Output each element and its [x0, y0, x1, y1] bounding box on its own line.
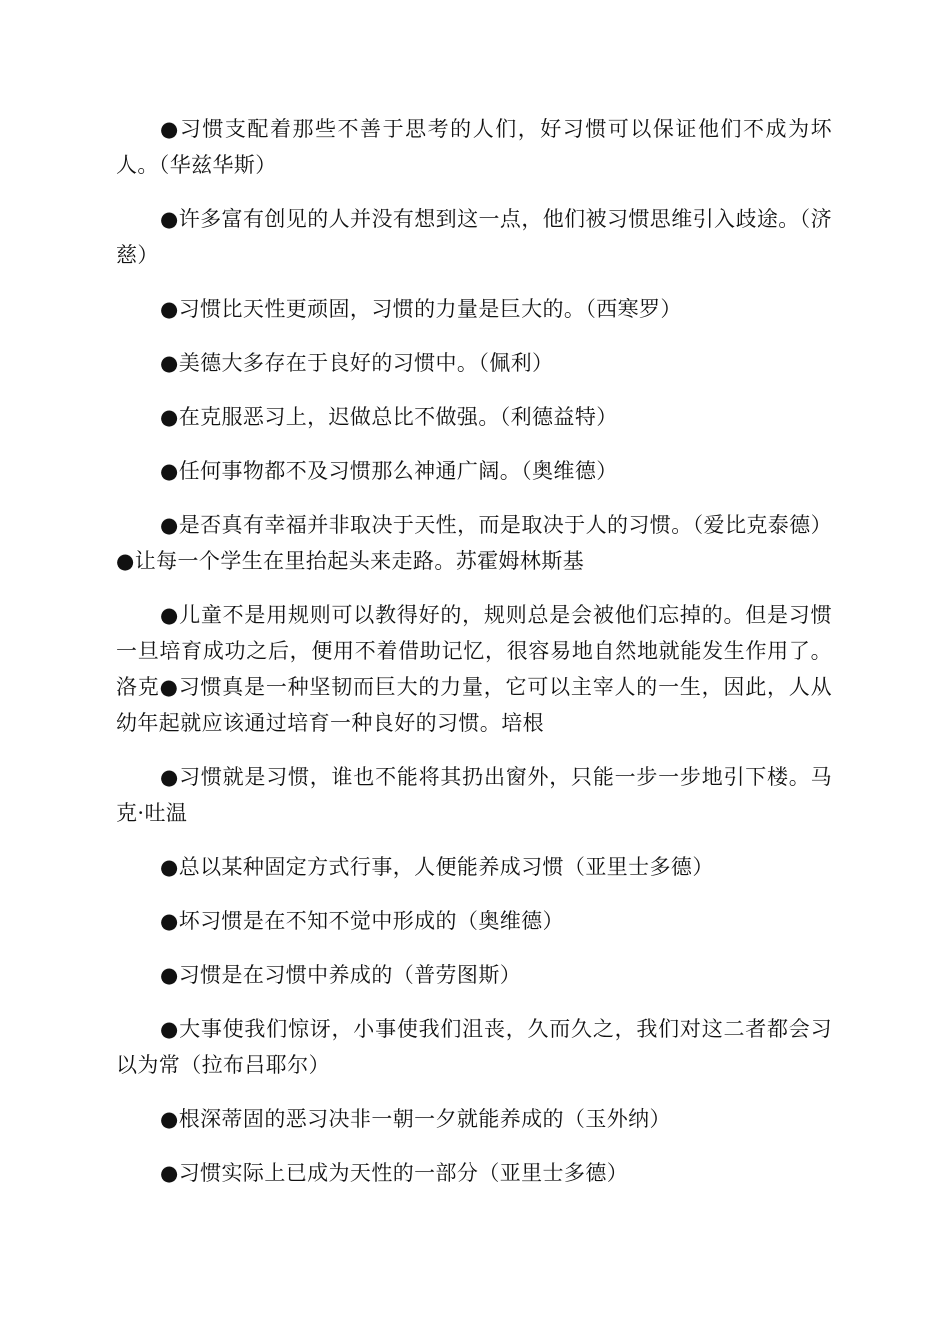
quote-paragraph: ●大事使我们惊讶，小事使我们沮丧，久而久之，我们对这二者都会习以为常（拉布吕耶尔）	[116, 1017, 832, 1077]
quote-paragraph: ●习惯就是习惯，谁也不能将其扔出窗外，只能一步一步地引下楼。马克·吐温	[116, 765, 832, 825]
quote-paragraph: ●习惯比天性更顽固，习惯的力量是巨大的。（西寒罗）	[160, 297, 682, 321]
quote-paragraph: ●总以某种固定方式行事，人便能养成习惯（亚里士多德）	[160, 855, 714, 879]
quote-paragraph: ●是否真有幸福并非取决于天性，而是取决于人的习惯。（爱比克泰德）●让每一个学生在里抬起头来走路。苏霍姆林斯基	[116, 513, 832, 573]
quote-paragraph: ●美德大多存在于良好的习惯中。（佩利）	[160, 351, 554, 375]
document-page	[116, 111, 832, 1209]
quote-paragraph: ●任何事物都不及习惯那么神通广阔。（奥维德）	[160, 459, 618, 483]
quote-paragraph: ●儿童不是用规则可以教得好的，规则总是会被他们忘掉的。但是习惯一旦培育成功之后，便用不着借助记忆，很容易地自然地就能发生作用了。洛克●习惯真是一种坚韧而巨大的力量，它可以主宰人的一生，因此，人从幼年起就应该通过培育一种良好的习惯。培根	[116, 603, 832, 735]
quote-paragraph: ●习惯支配着那些不善于思考的人们，好习惯可以保证他们不成为坏人。（华兹华斯）	[116, 117, 832, 177]
quote-paragraph: ●许多富有创见的人并没有想到这一点，他们被习惯思维引入歧途。（济慈）	[116, 207, 832, 267]
quote-paragraph: ●习惯是在习惯中养成的（普劳图斯）	[160, 963, 522, 987]
quote-paragraph: ●习惯实际上已成为天性的一部分（亚里士多德）	[160, 1161, 629, 1185]
quote-paragraph: ●在克服恶习上，迟做总比不做强。（利德益特）	[160, 405, 618, 429]
quote-paragraph: ●坏习惯是在不知不觉中形成的（奥维德）	[160, 909, 564, 933]
quote-paragraph: ●根深蒂固的恶习决非一朝一夕就能养成的（玉外纳）	[160, 1107, 671, 1131]
